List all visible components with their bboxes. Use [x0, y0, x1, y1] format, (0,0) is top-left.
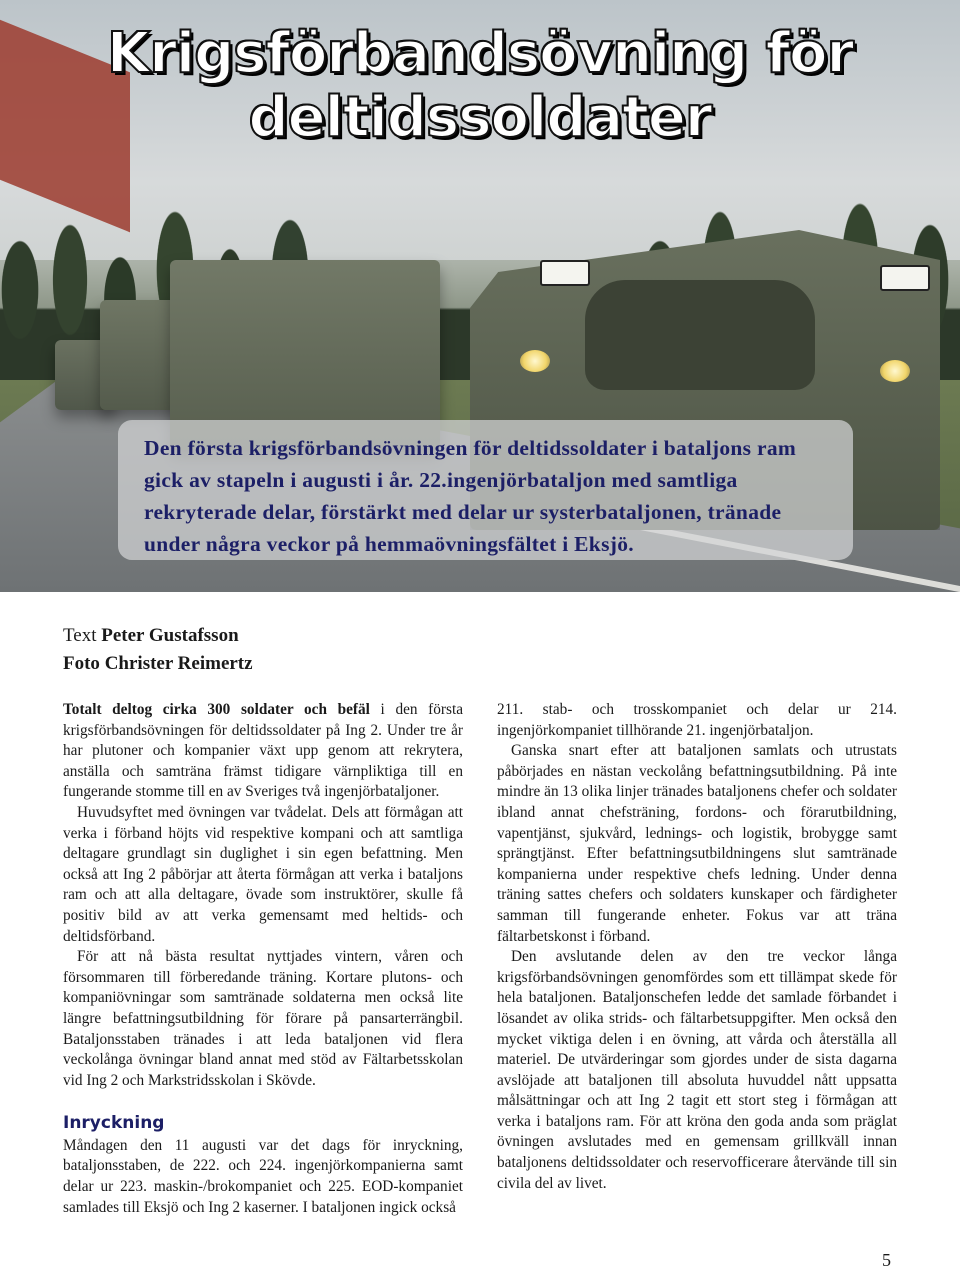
hero-photo	[0, 0, 960, 592]
byline-text-author: Peter Gustafsson	[101, 625, 239, 646]
vehicle-sign	[880, 265, 930, 291]
byline-photo-author: Christer Reimertz	[104, 653, 253, 674]
body-paragraph-continued: 211. stab- och trosskompaniet och delar ur 214. ingenjörkompaniet tillhörande 21. ingenjörbataljon.	[497, 701, 897, 739]
body-paragraph: Huvudsyftet med övningen var tvådelat. Dels att förmågan att verka i förband höjts vid respektive kompani och att samtliga deltagare grundlagt sin duglighet i sin egen befattning. Men också att Ing 2 påbörjar att återta förmågan att verka i bataljons ram och att alla deltagare, övade som instruktörer, skulle få positiv bild av att verka gemensamt med heltids- och deltidsförband.	[63, 803, 463, 945]
vehicle-sign	[540, 260, 590, 286]
body-paragraph: Ganska snart efter att bataljonen samlats och utrustats påbörjades en nästan veckolång befattningsutbildning. På inte mindre än 13 olika linjer tränades bataljonens chefer och soldater ibland annat chefsträning, fordons- och förarutbildning, vapentjänst, sjukvård, lednings- och logistik, brobygge samt sprängtjänst. Efter befattningsutbildningens slut samtränade kompanierna under respektive chefs ledning. Under denna träning sattes chefers och soldaters kunskaper och färdigheter samman till fungerande enheter. Fokus var att träna fältarbetskonst i förband.	[497, 742, 897, 945]
byline-photo-line	[63, 650, 253, 678]
article-title: Krigsförbandsövning för deltidssoldater	[106, 21, 854, 150]
lede-text: Den första krigsförbandsövningen för deltidssoldater i bataljons ram gick av stapeln i augusti i år. 22.ingenjörbataljon med samtliga rekryterade delar, förstärkt med delar ur systerbataljonen, tränade under några veckor på hemmaövningsfältet i Eksjö.	[144, 436, 797, 556]
byline-photo-label: Foto	[63, 653, 100, 674]
section-heading: Inryckning	[63, 1113, 165, 1134]
intro-bold: Totalt deltog cirka 300 soldater och befäl	[63, 701, 370, 718]
intro-paragraph	[63, 700, 463, 803]
column-left	[63, 700, 463, 1218]
byline	[63, 622, 253, 678]
body-paragraph: För att nå bästa resultat nyttjades vintern, våren och försommaren till förberedande träning. Kortare plutons- och kompaniövningar som samtränade soldaterna men också lite längre befattningsutbildning för förare på pansarterrängbil. Bataljonsstaben tränades i att leda bataljonen vid flera veckolånga övningar bland annat med stöd av Fältarbetsskolan vid Ing 2 och Markstridsskolan i Skövde.	[63, 948, 463, 1089]
byline-text-line	[63, 622, 253, 650]
intro-rest: i den första krigsförbandsövningen för deltidssoldater på Ing 2. Under tre år har plutoner och kompanier växt upp genom att rekrytera, anställa och samträna främst tidigare värnpliktiga till en fungerande stomme till en av Sveriges två ingenjörbataljoner.	[63, 701, 463, 801]
vehicle-tarp	[585, 280, 815, 390]
body-paragraph: Den avslutande delen av den tre veckor långa krigsförbandsövningen genomfördes som ett tillämpat skede för hela bataljonen. Bataljonschefen ledde det samlade förbandet i lösandet av olika strids- och fältarbetsuppgifter. Men också den mycket viktiga delen i en övning, att vårda och återställa all materiel. De utvärderingar som gjordes under de sista dagarna avslöjade att bataljonen till absoluta huvuddel nått uppsatta målsättningar och att Ing 2 tagit ett stort steg i förmågan att verka i bataljons ram. För att kröna den goda anda som präglat övningen avslutades med en gemensam grillkväll innan bataljonens deltidssoldater och reservofficerare återvände till sin civila del av livet.	[497, 948, 897, 1192]
page-number: 5	[882, 1250, 891, 1270]
lede-box	[118, 420, 853, 560]
column-right	[497, 700, 897, 1194]
body-paragraph: Måndagen den 11 augusti var det dags för inryckning, bataljonsstaben, de 222. och 224. ingenjörkompanierna samt delar ur 223. maskin-/brokompaniet och 225. EOD-kompaniet samlades till Eksjö och Ing 2 kaserner. I bataljonen ingick också	[63, 1136, 463, 1216]
headlight-icon	[520, 350, 550, 372]
byline-text-label: Text	[63, 625, 97, 646]
headlight-icon	[880, 360, 910, 382]
